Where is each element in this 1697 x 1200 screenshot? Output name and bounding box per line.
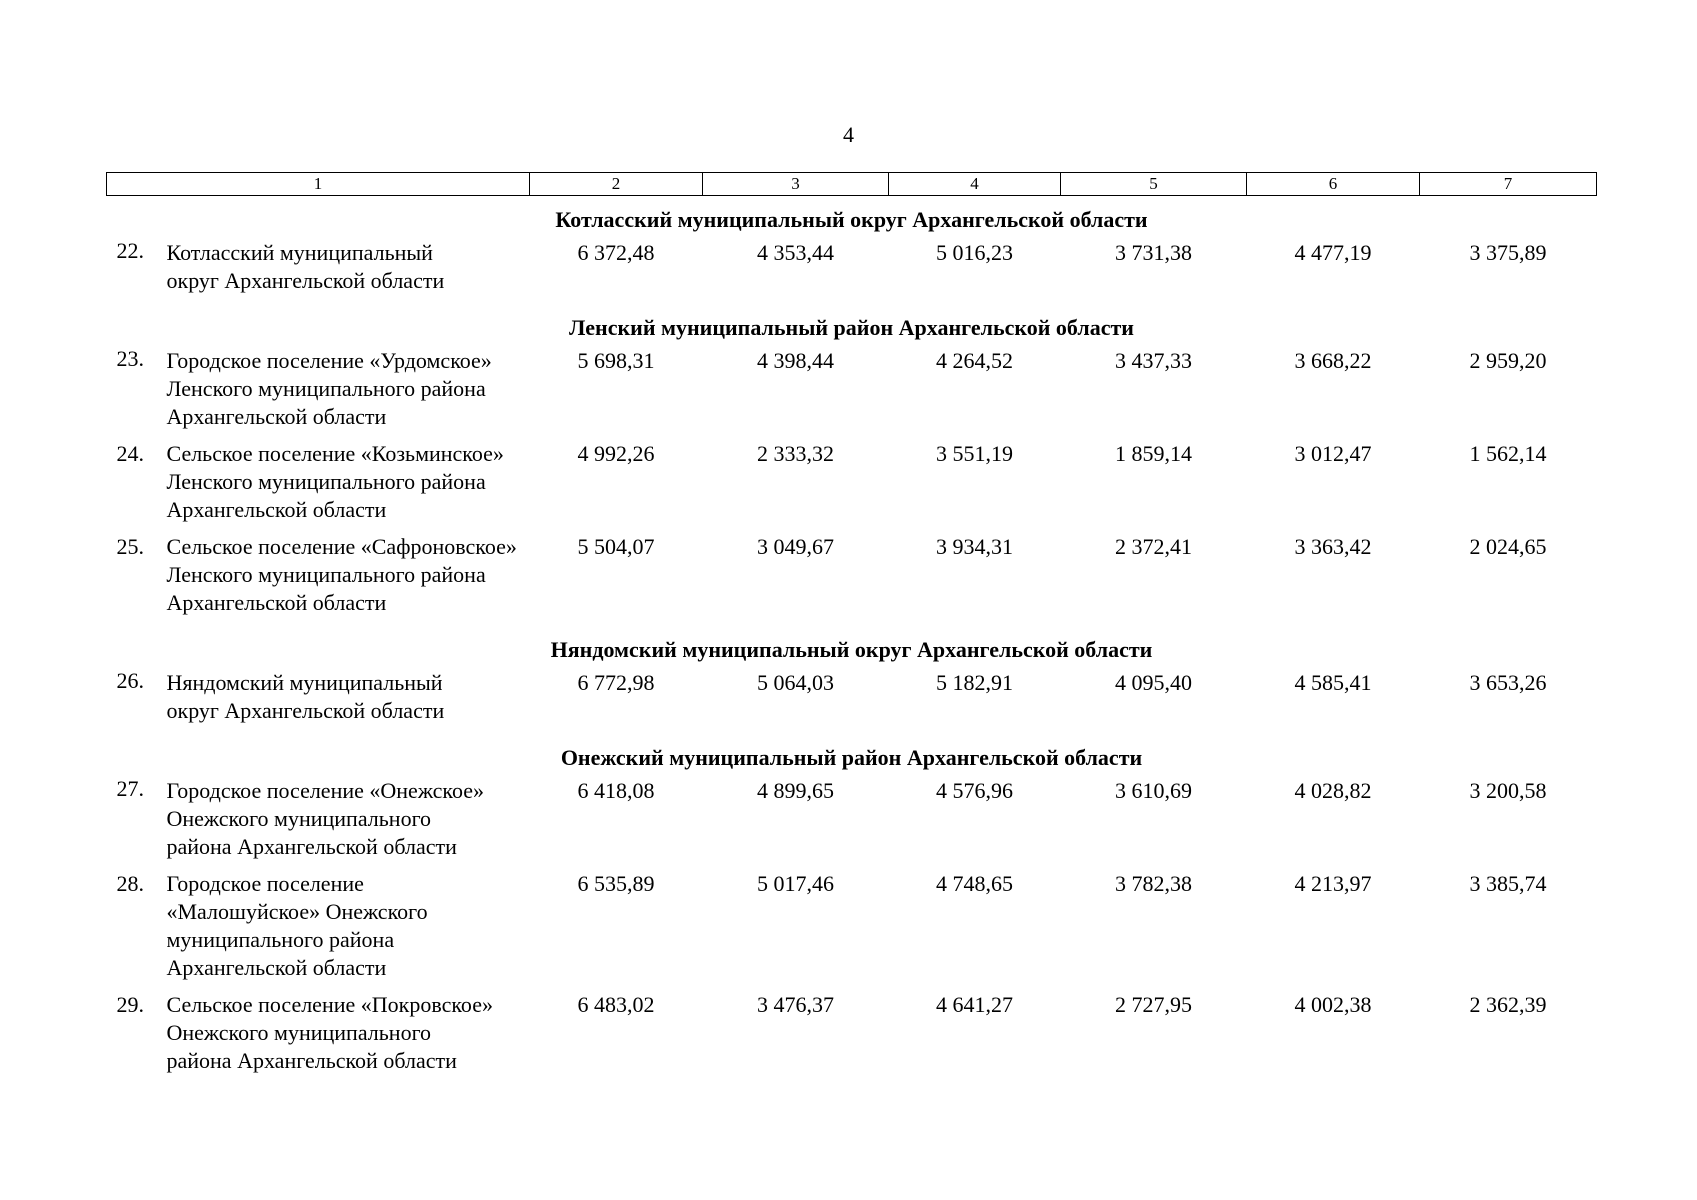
- value-cell-col-2: 4 992,26: [577, 441, 655, 466]
- row-number: 29.: [116, 992, 144, 1017]
- value-cell-col-3: 4 398,44: [757, 348, 834, 373]
- value-cell-col-4: 3 551,19: [936, 441, 1013, 466]
- value-cell-col-6: 3 363,42: [1294, 534, 1372, 559]
- value-cell-col-3: 5 064,03: [757, 670, 834, 695]
- municipality-name-line: Городское поселение «Онежское»: [166, 778, 484, 803]
- value-cell-col-2: 6 772,98: [577, 670, 655, 695]
- value-cell-col-7: 3 200,58: [1469, 778, 1547, 803]
- municipality-name-line: Сельское поселение «Сафроновское»: [166, 534, 517, 559]
- value-cell-col-4: 4 264,52: [936, 348, 1013, 373]
- value-cell-col-3: 4 899,65: [757, 778, 834, 803]
- municipality-name-line: Онежского муниципального: [166, 806, 432, 831]
- value-cell-col-2: 5 504,07: [577, 534, 655, 559]
- value-cell-col-5: 1 859,14: [1115, 441, 1192, 466]
- row-number: 26.: [116, 668, 144, 693]
- value-cell-col-4: 5 016,23: [936, 240, 1013, 265]
- page-number: 4: [843, 122, 854, 147]
- municipality-name-cell: [107, 533, 530, 626]
- value-cell-col-7: 3 653,26: [1469, 670, 1547, 695]
- value-cell-col-5: 3 731,38: [1115, 240, 1192, 265]
- municipality-name-line: округ Архангельской области: [166, 698, 445, 723]
- value-cell-col-7: 3 375,89: [1469, 240, 1547, 265]
- row-number: 24.: [116, 441, 144, 466]
- value-cell-col-6: 4 585,41: [1294, 670, 1372, 695]
- value-cell-col-6: 3 012,47: [1294, 441, 1372, 466]
- section-heading-row: [107, 196, 1597, 238]
- value-cell-col-6: 4 213,97: [1294, 871, 1372, 896]
- value-cell-col-4: 4 748,65: [936, 871, 1013, 896]
- section-title: Онежский муниципальный район Архангельской области: [560, 745, 1143, 770]
- value-cell-col-2: 6 418,08: [577, 778, 655, 803]
- section-heading-row: [107, 304, 1597, 345]
- section-heading-row: [107, 626, 1597, 667]
- table-row: [107, 237, 1597, 304]
- column-header: 2: [530, 173, 703, 196]
- value-cell-col-3: 4 353,44: [757, 240, 834, 265]
- value-cell-col-4: 5 182,91: [936, 670, 1013, 695]
- section-title: Котласский муниципальный округ Архангельской области: [555, 207, 1148, 232]
- value-cell-col-5: 3 610,69: [1115, 778, 1192, 803]
- municipality-name-cell: [107, 237, 530, 304]
- value-cell-col-7: 3 385,74: [1469, 871, 1547, 896]
- municipality-name-line: Городское поселение «Урдомское»: [166, 348, 492, 373]
- municipality-name-line: Сельское поселение «Козьминское»: [166, 441, 504, 466]
- municipality-name-cell: [107, 667, 530, 734]
- table-body: [107, 173, 1597, 1085]
- municipality-name-line: Онежского муниципального: [166, 1020, 432, 1045]
- municipality-name-cell: [107, 775, 530, 870]
- value-cell-col-3: 3 049,67: [757, 534, 834, 559]
- table-row: [107, 667, 1597, 734]
- row-number: 28.: [116, 871, 144, 896]
- municipality-name-line: Архангельской области: [166, 497, 387, 522]
- value-cell-col-7: 2 362,39: [1469, 992, 1547, 1017]
- row-number: 25.: [116, 534, 144, 559]
- value-cell-col-7: 2 024,65: [1469, 534, 1547, 559]
- value-cell-col-7: 2 959,20: [1469, 348, 1547, 373]
- value-cell-col-5: 3 782,38: [1115, 871, 1192, 896]
- column-header: 6: [1247, 173, 1420, 196]
- section-title: Няндомский муниципальный округ Архангельской области: [550, 637, 1153, 662]
- value-cell-col-6: 3 668,22: [1294, 348, 1372, 373]
- table-row: [107, 775, 1597, 870]
- column-header: 3: [703, 173, 889, 196]
- municipality-name-cell: [107, 991, 530, 1084]
- section-heading-row: [107, 734, 1597, 775]
- municipality-name-line: муниципального района: [166, 927, 395, 952]
- table-row: [107, 440, 1597, 533]
- value-cell-col-3: 3 476,37: [757, 992, 834, 1017]
- value-cell-col-5: 3 437,33: [1115, 348, 1192, 373]
- value-cell-col-2: 6 372,48: [577, 240, 655, 265]
- value-cell-col-2: 6 535,89: [577, 871, 655, 896]
- municipality-name-line: «Малошуйское» Онежского: [166, 899, 428, 924]
- column-header: 1: [107, 173, 530, 196]
- table-row: [107, 345, 1597, 440]
- data-table: [106, 172, 1597, 1084]
- table-row: [107, 870, 1597, 991]
- section-title: Ленский муниципальный район Архангельской области: [569, 315, 1134, 340]
- value-cell-col-4: 4 641,27: [936, 992, 1013, 1017]
- municipality-name-line: Архангельской области: [166, 590, 387, 615]
- column-header: 5: [1061, 173, 1247, 196]
- column-header: 4: [889, 173, 1061, 196]
- municipality-name-line: Городское поселение: [166, 871, 364, 896]
- row-number: 27.: [116, 776, 144, 801]
- value-cell-col-3: 5 017,46: [757, 871, 834, 896]
- value-cell-col-6: 4 002,38: [1294, 992, 1372, 1017]
- municipality-name-cell: [107, 345, 530, 440]
- value-cell-col-4: 3 934,31: [936, 534, 1013, 559]
- table-row: [107, 533, 1597, 626]
- value-cell-col-4: 4 576,96: [936, 778, 1013, 803]
- value-cell-col-5: 2 372,41: [1115, 534, 1192, 559]
- municipality-name-line: района Архангельской области: [166, 1048, 457, 1073]
- value-cell-col-6: 4 477,19: [1294, 240, 1372, 265]
- value-cell-col-3: 2 333,32: [757, 441, 834, 466]
- municipality-name-line: округ Архангельской области: [166, 268, 445, 293]
- municipality-name-line: Архангельской области: [166, 404, 387, 429]
- municipality-name-cell: [107, 440, 530, 533]
- value-cell-col-5: 2 727,95: [1115, 992, 1192, 1017]
- column-header: 7: [1420, 173, 1597, 196]
- value-cell-col-2: 6 483,02: [577, 992, 655, 1017]
- municipality-name-line: района Архангельской области: [166, 834, 457, 859]
- column-number-header: [107, 173, 1597, 196]
- row-number: 23.: [116, 346, 144, 371]
- municipality-name-line: Сельское поселение «Покровское»: [166, 992, 493, 1017]
- value-cell-col-5: 4 095,40: [1115, 670, 1192, 695]
- municipality-name-line: Ленского муниципального района: [166, 469, 486, 494]
- municipality-name-line: Ленского муниципального района: [166, 376, 486, 401]
- municipality-name-line: Ленского муниципального района: [166, 562, 486, 587]
- municipality-name-line: Архангельской области: [166, 955, 387, 980]
- table-row: [107, 991, 1597, 1084]
- municipality-name-cell: [107, 870, 530, 991]
- row-number: 22.: [116, 238, 144, 263]
- municipality-name-line: Котласский муниципальный: [166, 240, 433, 265]
- value-cell-col-2: 5 698,31: [577, 348, 655, 373]
- municipality-name-line: Няндомский муниципальный: [166, 670, 443, 695]
- value-cell-col-6: 4 028,82: [1294, 778, 1372, 803]
- value-cell-col-7: 1 562,14: [1469, 441, 1547, 466]
